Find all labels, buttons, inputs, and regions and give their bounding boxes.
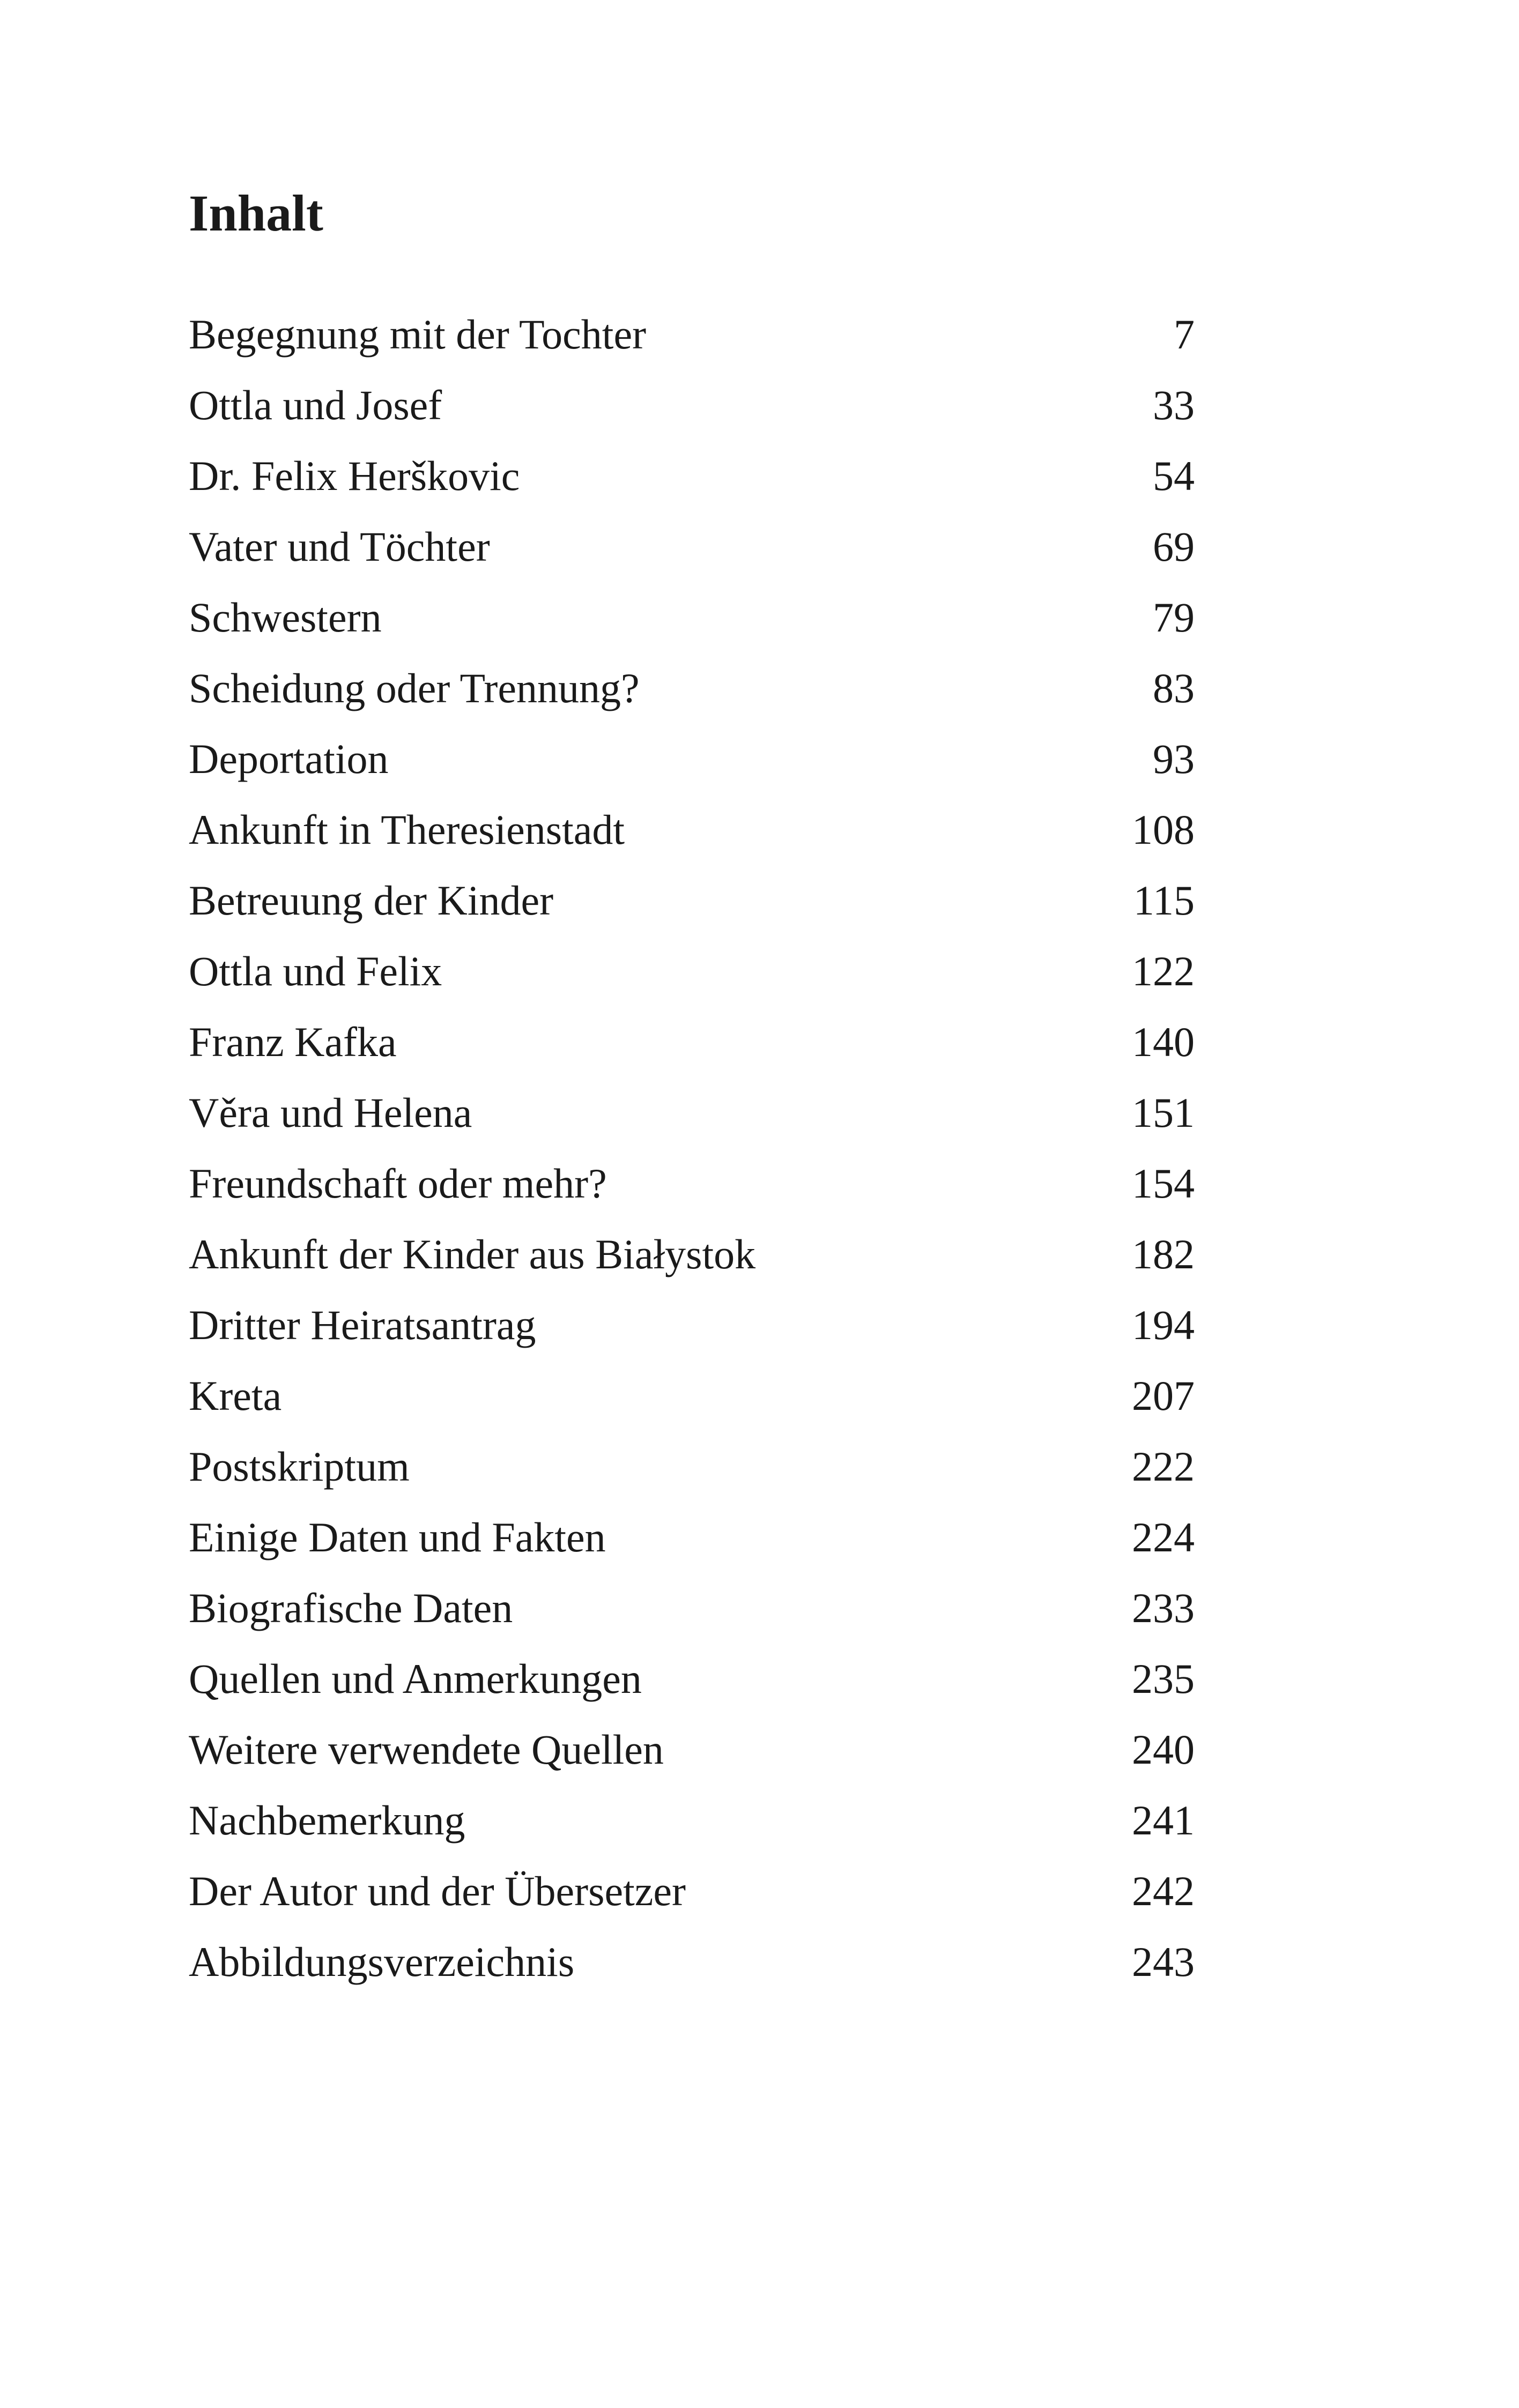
toc-entry-page-number: 235 [1132,1655,1195,1702]
toc-entry-title: Schwestern [189,594,382,641]
toc-entry-page-number: 7 [1174,311,1195,358]
toc-entry-title: Postskriptum [189,1443,410,1490]
toc-entry-page-number: 54 [1153,452,1195,499]
toc-entry-page-number: 154 [1132,1160,1195,1207]
toc-entry-page-number: 233 [1132,1585,1195,1631]
toc-entry-title: Ottla und Josef [189,382,442,428]
toc-entry [189,311,1195,384]
toc-entry-title: Nachbemerkung [189,1797,465,1844]
toc-entry [189,1443,1195,1517]
table-of-contents [189,311,1195,2012]
toc-entry [189,1797,1195,1870]
toc-entry-page-number: 194 [1132,1302,1195,1348]
toc-entry-page-number: 243 [1132,1938,1195,1985]
toc-entry-page-number: 93 [1153,735,1195,782]
toc-entry-title: Abbildungsverzeichnis [189,1938,575,1985]
toc-entry [189,1587,1195,1658]
toc-entry-page-number: 79 [1153,594,1195,641]
toc-entry [189,1655,1195,1729]
toc-entry-title: Dr. Felix Herškovic [189,452,520,499]
toc-entry-title: Ankunft der Kinder aus Białystok [189,1231,756,1277]
toc-entry [189,523,1195,597]
toc-entry-title: Begegnung mit der Tochter [189,311,647,358]
toc-entry [189,1372,1195,1446]
toc-entry-page-number: 207 [1132,1372,1195,1419]
toc-entry [189,594,1195,667]
toc-entry-title: Biografische Daten [189,1585,513,1631]
toc-entry [189,1089,1195,1163]
toc-entry-page-number: 241 [1132,1797,1195,1844]
toc-entry-page-number: 240 [1132,1726,1195,1773]
toc-entry-title: Betreuung der Kinder [189,877,554,924]
toc-entry-title: Ankunft in Theresienstadt [189,806,625,853]
toc-entry-title: Weitere verwendete Quellen [189,1726,664,1773]
toc-entry [189,1304,1195,1375]
toc-entry [189,452,1195,526]
toc-entry [189,806,1195,880]
toc-entry-title: Franz Kafka [189,1019,397,1065]
toc-entry [189,1938,1195,2012]
toc-entry-title: Ottla und Felix [189,948,442,994]
toc-entry-title: Vater und Töchter [189,523,490,570]
toc-entry-title: Deportation [189,735,389,782]
toc-entry-title: Freundschaft oder mehr? [189,1160,607,1207]
toc-entry-title: Quellen und Anmerkungen [189,1655,642,1702]
toc-entry [189,1233,1195,1304]
toc-entry-page-number: 115 [1133,877,1195,924]
toc-entry [189,1726,1195,1800]
toc-entry [189,735,1195,809]
toc-entry-title: Scheidung oder Trennung? [189,665,640,711]
toc-entry-title: Věra und Helena [189,1089,472,1136]
toc-entry-page-number: 122 [1132,948,1195,994]
toc-entry-page-number: 108 [1132,806,1195,853]
toc-entry [189,667,1195,738]
toc-entry-title: Dritter Heiratsantrag [189,1302,536,1348]
toc-entry [189,1160,1195,1233]
toc-entry [189,1021,1195,1092]
toc-entry-page-number: 33 [1153,382,1195,428]
toc-entry-page-number: 224 [1132,1514,1195,1560]
toc-entry [189,1514,1195,1587]
toc-entry [189,877,1195,950]
toc-entry [189,384,1195,455]
toc-entry-page-number: 242 [1132,1868,1195,1914]
toc-entry-page-number: 83 [1153,665,1195,711]
toc-heading: Inhalt [189,184,323,242]
toc-entry-title: Kreta [189,1372,282,1419]
toc-entry-page-number: 222 [1132,1443,1195,1490]
toc-entry-page-number: 182 [1132,1231,1195,1277]
toc-entry-title: Der Autor und der Übersetzer [189,1868,686,1914]
toc-entry [189,1870,1195,1941]
toc-entry-page-number: 140 [1132,1019,1195,1065]
toc-entry-page-number: 151 [1132,1089,1195,1136]
toc-entry-page-number: 69 [1153,523,1195,570]
toc-entry-title: Einige Daten und Fakten [189,1514,606,1560]
toc-entry [189,950,1195,1021]
